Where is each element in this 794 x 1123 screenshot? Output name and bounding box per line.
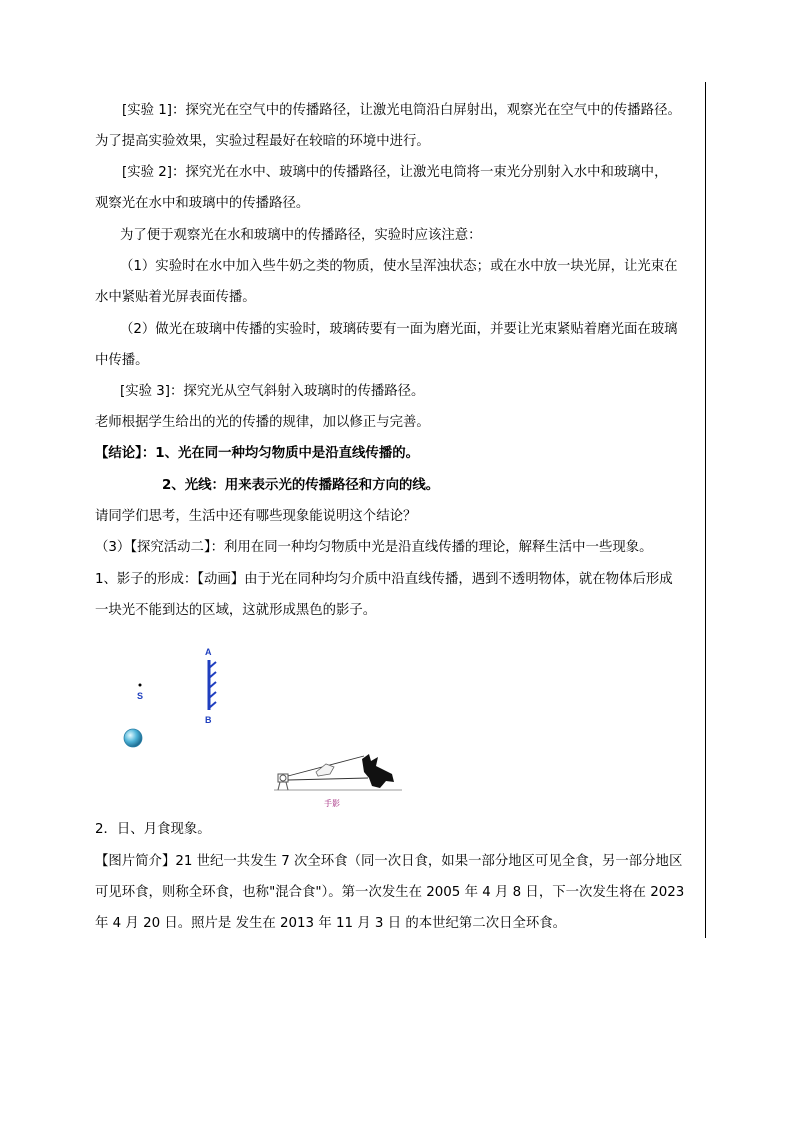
text-line: 水中紧贴着光屏表面传播。 <box>95 290 256 305</box>
shadow-animation-figure <box>110 640 250 760</box>
hand-shadow-caption: 手影 <box>324 799 340 808</box>
text-line: 中传播。 <box>95 353 149 368</box>
text-line: 老师根据学生给出的光的传播的规律，加以修正与完善。 <box>95 415 430 430</box>
light-source-point <box>139 684 142 687</box>
projector-icon <box>278 774 288 790</box>
page-right-border <box>705 82 706 938</box>
text-line: （1）实验时在水中加入些牛奶之类的物质，使水呈浑浊状态；或在水中放一块光屏，让光束在 <box>120 259 678 274</box>
light-ray-bottom <box>288 778 368 780</box>
label-b: B <box>205 715 212 725</box>
ball-icon <box>124 729 142 747</box>
text-line: （3）【探究活动二】：利用在同一种均匀物质中光是沿直线传播的理论，解释生活中一些现象。 <box>95 540 653 555</box>
hand-shadow-figure <box>272 754 404 810</box>
conclusion-item: 2、光线：用来表示光的传播路径和方向的线。 <box>162 478 440 493</box>
text-line: 请同学们思考，生活中还有哪些现象能说明这个结论？ <box>95 509 417 524</box>
text-line: 观察光在水中和玻璃中的传播路径。 <box>95 196 310 211</box>
text-line: （2）做光在玻璃中传播的实验时，玻璃砖要有一面为磨光面，并要让光束紧贴着磨光面在玻璃 <box>120 322 678 337</box>
text-line: 为了便于观察光在水和玻璃中的传播路径，实验时应该注意： <box>120 228 482 243</box>
text-line: 可见环食，则称全环食，也称"混合食"）。第一次发生在 2005 年 4 月 8 日，下一次发生将在 2023 <box>95 885 685 900</box>
dog-shadow-icon <box>362 754 394 788</box>
text-line: [实验 2]：探究光在水中、玻璃中的传播路径，让激光电筒将一束光分别射入水中和玻璃中， <box>122 165 668 180</box>
text-line: 一块光不能到达的区域，这就形成黑色的影子。 <box>95 603 377 618</box>
text-line: [实验 1]：探究光在空气中的传播路径，让激光电筒沿白屏射出，观察光在空气中的传播路径。 <box>122 103 681 118</box>
text-line: [实验 3]：探究光从空气斜射入玻璃时的传播路径。 <box>120 384 425 399</box>
text-line: 年 4 月 20 日。照片是 发生在 2013 年 11 月 3 日 的本世纪第二次日全环食。 <box>95 916 567 931</box>
text-line: 2．日、月食现象。 <box>95 822 211 837</box>
conclusion-heading: 【结论】：1、光在同一种均匀物质中是沿直线传播的。 <box>95 446 419 461</box>
label-a: A <box>205 647 212 657</box>
text-line: 1、影子的形成：【动画】由于光在同种均匀介质中沿直线传播，遇到不透明物体，就在物体后形成 <box>95 572 673 587</box>
hand-icon <box>316 764 334 776</box>
text-line: 【图片简介】21 世纪一共发生 7 次全环食（同一次日食，如果一部分地区可见全食，另一部分地区 <box>95 854 683 869</box>
label-s: S <box>137 691 144 701</box>
text-line: 为了提高实验效果，实验过程最好在较暗的环境中进行。 <box>95 134 430 149</box>
